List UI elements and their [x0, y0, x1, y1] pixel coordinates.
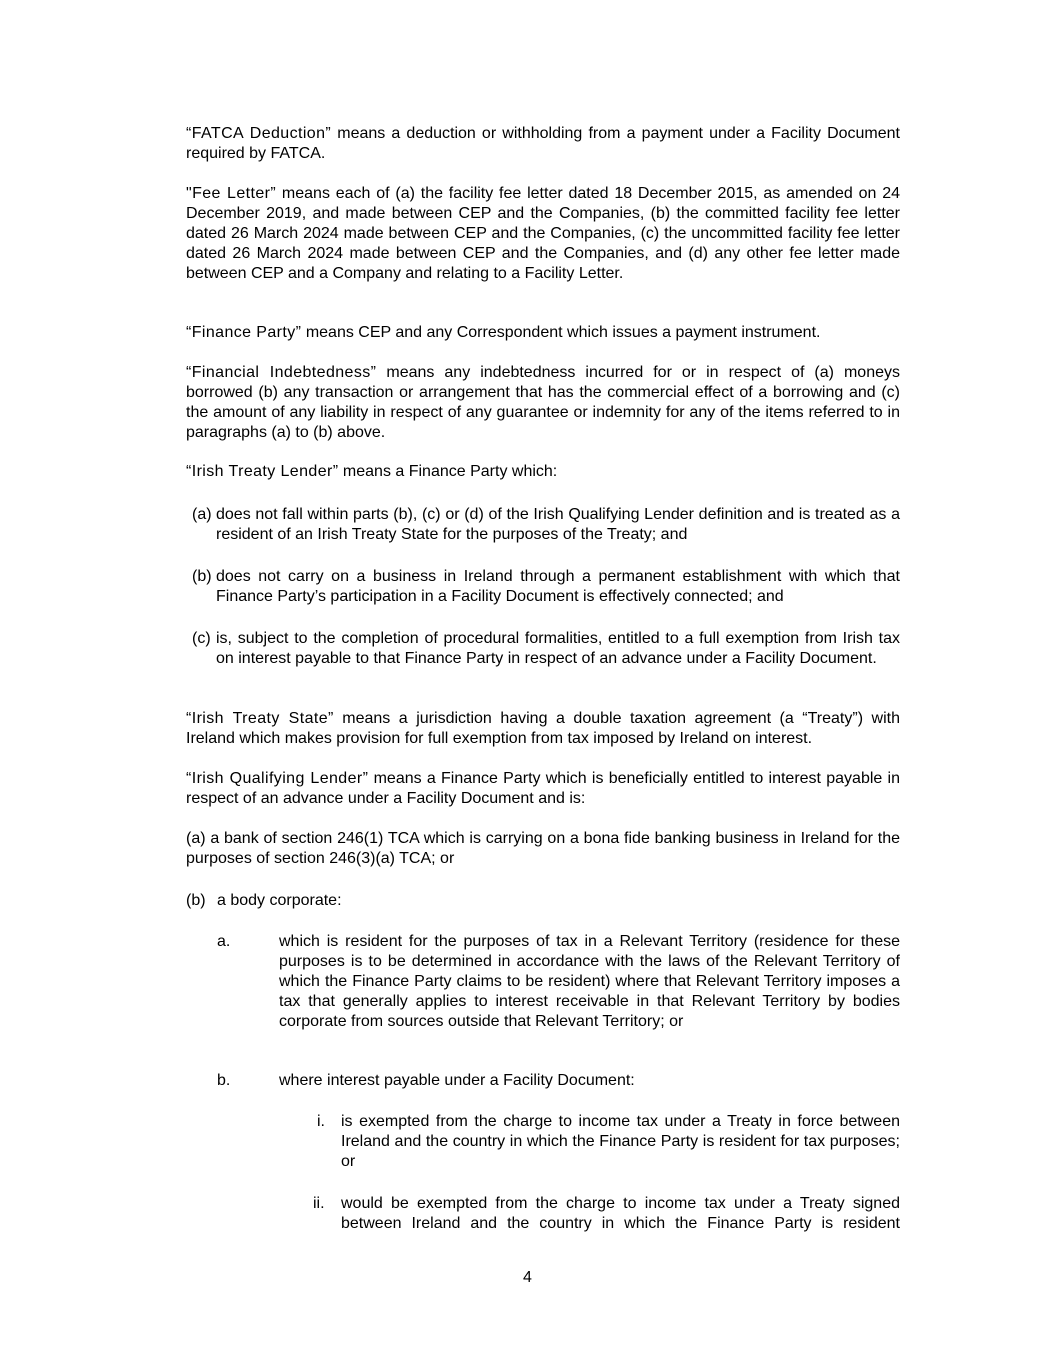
definition-text: means a deduction or withholding from a payment under a Facility Document required by FATCA. — [186, 125, 900, 162]
list-label: b. — [217, 1072, 231, 1089]
definition-irish-treaty-lender — [186, 462, 900, 482]
sub-sub-list-item — [186, 1112, 900, 1172]
list-text: is, subject to the completion of procedural formalities, entitled to a full exemption from Irish tax on interest payable to that Finance Party in respect of an advance under a Facility Document. — [216, 630, 900, 667]
defined-term: “FATCA Deduction” — [186, 125, 332, 142]
page-number: 4 — [523, 1269, 532, 1286]
defined-term: "Fee Letter” — [186, 185, 277, 202]
definition-text: means a Finance Party which is beneficially entitled to interest payable in respect of an advance under a Facility Document and is: — [186, 770, 900, 807]
list-label: a. — [217, 933, 231, 950]
qualifying-lender-item-b — [186, 891, 900, 911]
list-text: does not carry on a business in Ireland through a permanent establishment with which that Finance Party’s participation in a Facility Document is effectively connected; and — [216, 568, 900, 605]
definition-finance-party — [186, 323, 900, 343]
list-label: (a) — [192, 506, 212, 523]
defined-term: “Finance Party” — [186, 324, 302, 341]
definition-irish-treaty-state — [186, 709, 900, 749]
sub-sub-list-item — [186, 1194, 900, 1234]
list-text: is exempted from the charge to income tax under a Treaty in force between Ireland and the country in which the Finance Party is resident for tax purposes; or — [341, 1113, 900, 1170]
list-text: where interest payable under a Facility Document: — [279, 1072, 635, 1089]
sub-list-item — [186, 932, 900, 1032]
defined-term: “Financial Indebtedness” — [186, 364, 377, 381]
list-text: which is resident for the purposes of tax in a Relevant Territory (residence for these purposes is to be determined in accordance with the laws of the Relevant Territory of which the Finance Party claims to be resident) where that Relevant Territory imposes a tax that generally applies to interest receivable in that Relevant Territory by bodies corporate from sources outside that Relevant Territory; or — [279, 933, 900, 1030]
defined-term: “Irish Qualifying Lender” — [186, 770, 369, 787]
list-label: ii. — [313, 1195, 325, 1212]
list-label: (c) — [192, 630, 211, 647]
definition-text: means CEP and any Correspondent which issues a payment instrument. — [301, 324, 821, 341]
definition-financial-indebtedness — [186, 363, 900, 443]
definition-irish-qualifying-lender — [186, 769, 900, 809]
list-label: (b) — [186, 892, 206, 909]
qualifying-lender-item-a: (a) a bank of section 246(1) TCA which is carrying on a bona fide banking business in Ireland for the purposes of section 246(3)(a) TCA; or — [186, 830, 900, 867]
list-text: would be exempted from the charge to income tax under a Treaty signed between Ireland and the country in which the Finance Party is resident — [341, 1195, 900, 1232]
list-text: does not fall within parts (b), (c) or (d) of the Irish Qualifying Lender definition and is treated as a resident of an Irish Treaty State for the purposes of the Treaty; and — [216, 506, 900, 543]
definition-fee-letter — [186, 184, 900, 284]
sub-list-item — [186, 1071, 900, 1091]
definition-text: means each of (a) the facility fee letter dated 18 December 2015, as amended on 24 December 2019, and made between CEP and the Companies, (b) the committed facility fee letter dated 26 March 2024 made between CEP and the Companies, (c) the uncommitted facility fee letter dated 26 March 2024 made between CEP and the Companies, and (d) any other fee letter made between CEP and a Company and relating to a Facility Letter. — [186, 185, 900, 282]
list-text: a body corporate: — [217, 892, 342, 909]
list-label: (b) — [192, 568, 212, 585]
defined-term: “Irish Treaty State” — [186, 710, 334, 727]
definition-text: means a jurisdiction having a double taxation agreement (a “Treaty”) with Ireland which makes provision for full exemption from tax imposed by Ireland on interest. — [186, 710, 901, 747]
list-label: i. — [317, 1113, 325, 1130]
definition-fatca-deduction — [186, 124, 900, 164]
definition-text: means a Finance Party which: — [338, 463, 558, 480]
list-item — [186, 567, 900, 607]
defined-term: “Irish Treaty Lender” — [186, 463, 339, 480]
list-item — [186, 505, 900, 545]
definition-text: means any indebtedness incurred for or in respect of (a) moneys borrowed (b) any transaction or arrangement that has the commercial effect of a borrowing and (c) the amount of any liability in respect of any guarantee or indemnity for any of the items referred to in paragraphs (a) to (b) above. — [186, 364, 901, 441]
list-item — [186, 629, 900, 669]
